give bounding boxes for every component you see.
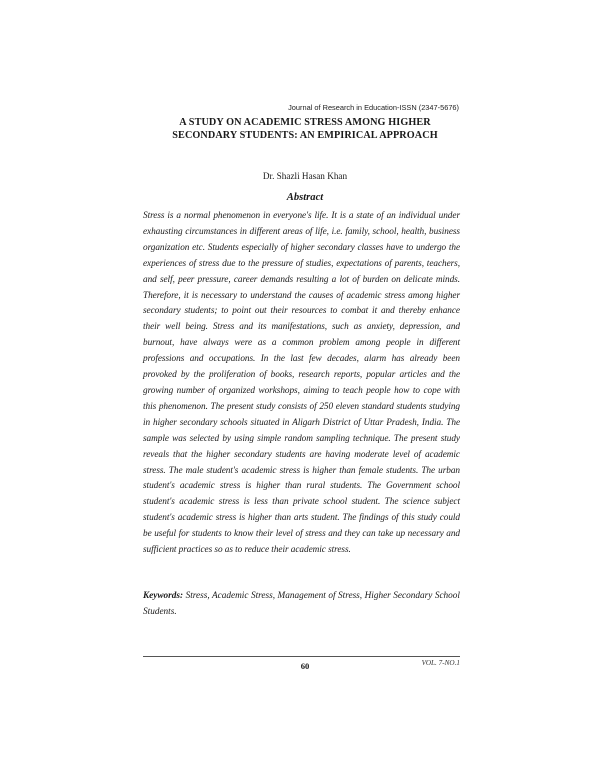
footer-divider (143, 656, 460, 657)
keywords-paragraph (143, 589, 460, 621)
page-number: 60 (300, 661, 310, 671)
author-name: Dr. Shazli Hasan Khan (262, 171, 348, 181)
keywords-label: Keywords: (143, 591, 184, 601)
journal-header: Journal of Research in Education-ISSN (2347-5676) (288, 103, 459, 112)
abstract-heading: Abstract (286, 192, 324, 203)
volume-label: VOL. 7-NO.1 (421, 659, 460, 667)
keywords-text: Stress, Academic Stress, Management of Stress, Higher Secondary School Students. (143, 591, 460, 617)
article-title: A STUDY ON ACADEMIC STRESS AMONG HIGHER SECONDARY STUDENTS: AN EMPIRICAL APPROACH (172, 117, 438, 141)
abstract-text: Stress is a normal phenomenon in everyone's life. It is a state of an individual under exhausting circumstances in different areas of life, i.e. family, school, health, business organization etc. Students especially of higher secondary classes have to undergo the experiences of stress due to the pressure of studies, expectations of parents, teachers, and self, peer pressure, career demands resulting a lot of burden on delicate minds. Therefore, it is necessary to understand the causes of academic stress among higher secondary students; to point out their resources to combat it and thereby enhance their well being. Stress and its manifestations, such as anxiety, depression, and burnout, have always were as a common problem among people in different professions and occupations. In the last few decades, alarm has already been provoked by the proliferation of books, research reports, popular articles and the growing number of organized workshops, aiming to teach people how to cope with this phenomenon. The present study consists of 250 eleven standard students studying in higher secondary schools situated in Aligarh District of Uttar Pradesh, India. The sample was selected by using simple random sampling technique. The present study reveals that the higher secondary students are having moderate level of academic stress. The male student's academic stress is higher than female students. The urban student's academic stress is higher than rural students. The Government school student's academic stress is less than private school student. The science subject student's academic stress is higher than arts student. The findings of this study could be useful for students to know their level of stress and they can take up necessary and sufficient practices so as to reduce their academic stress. (143, 211, 460, 556)
